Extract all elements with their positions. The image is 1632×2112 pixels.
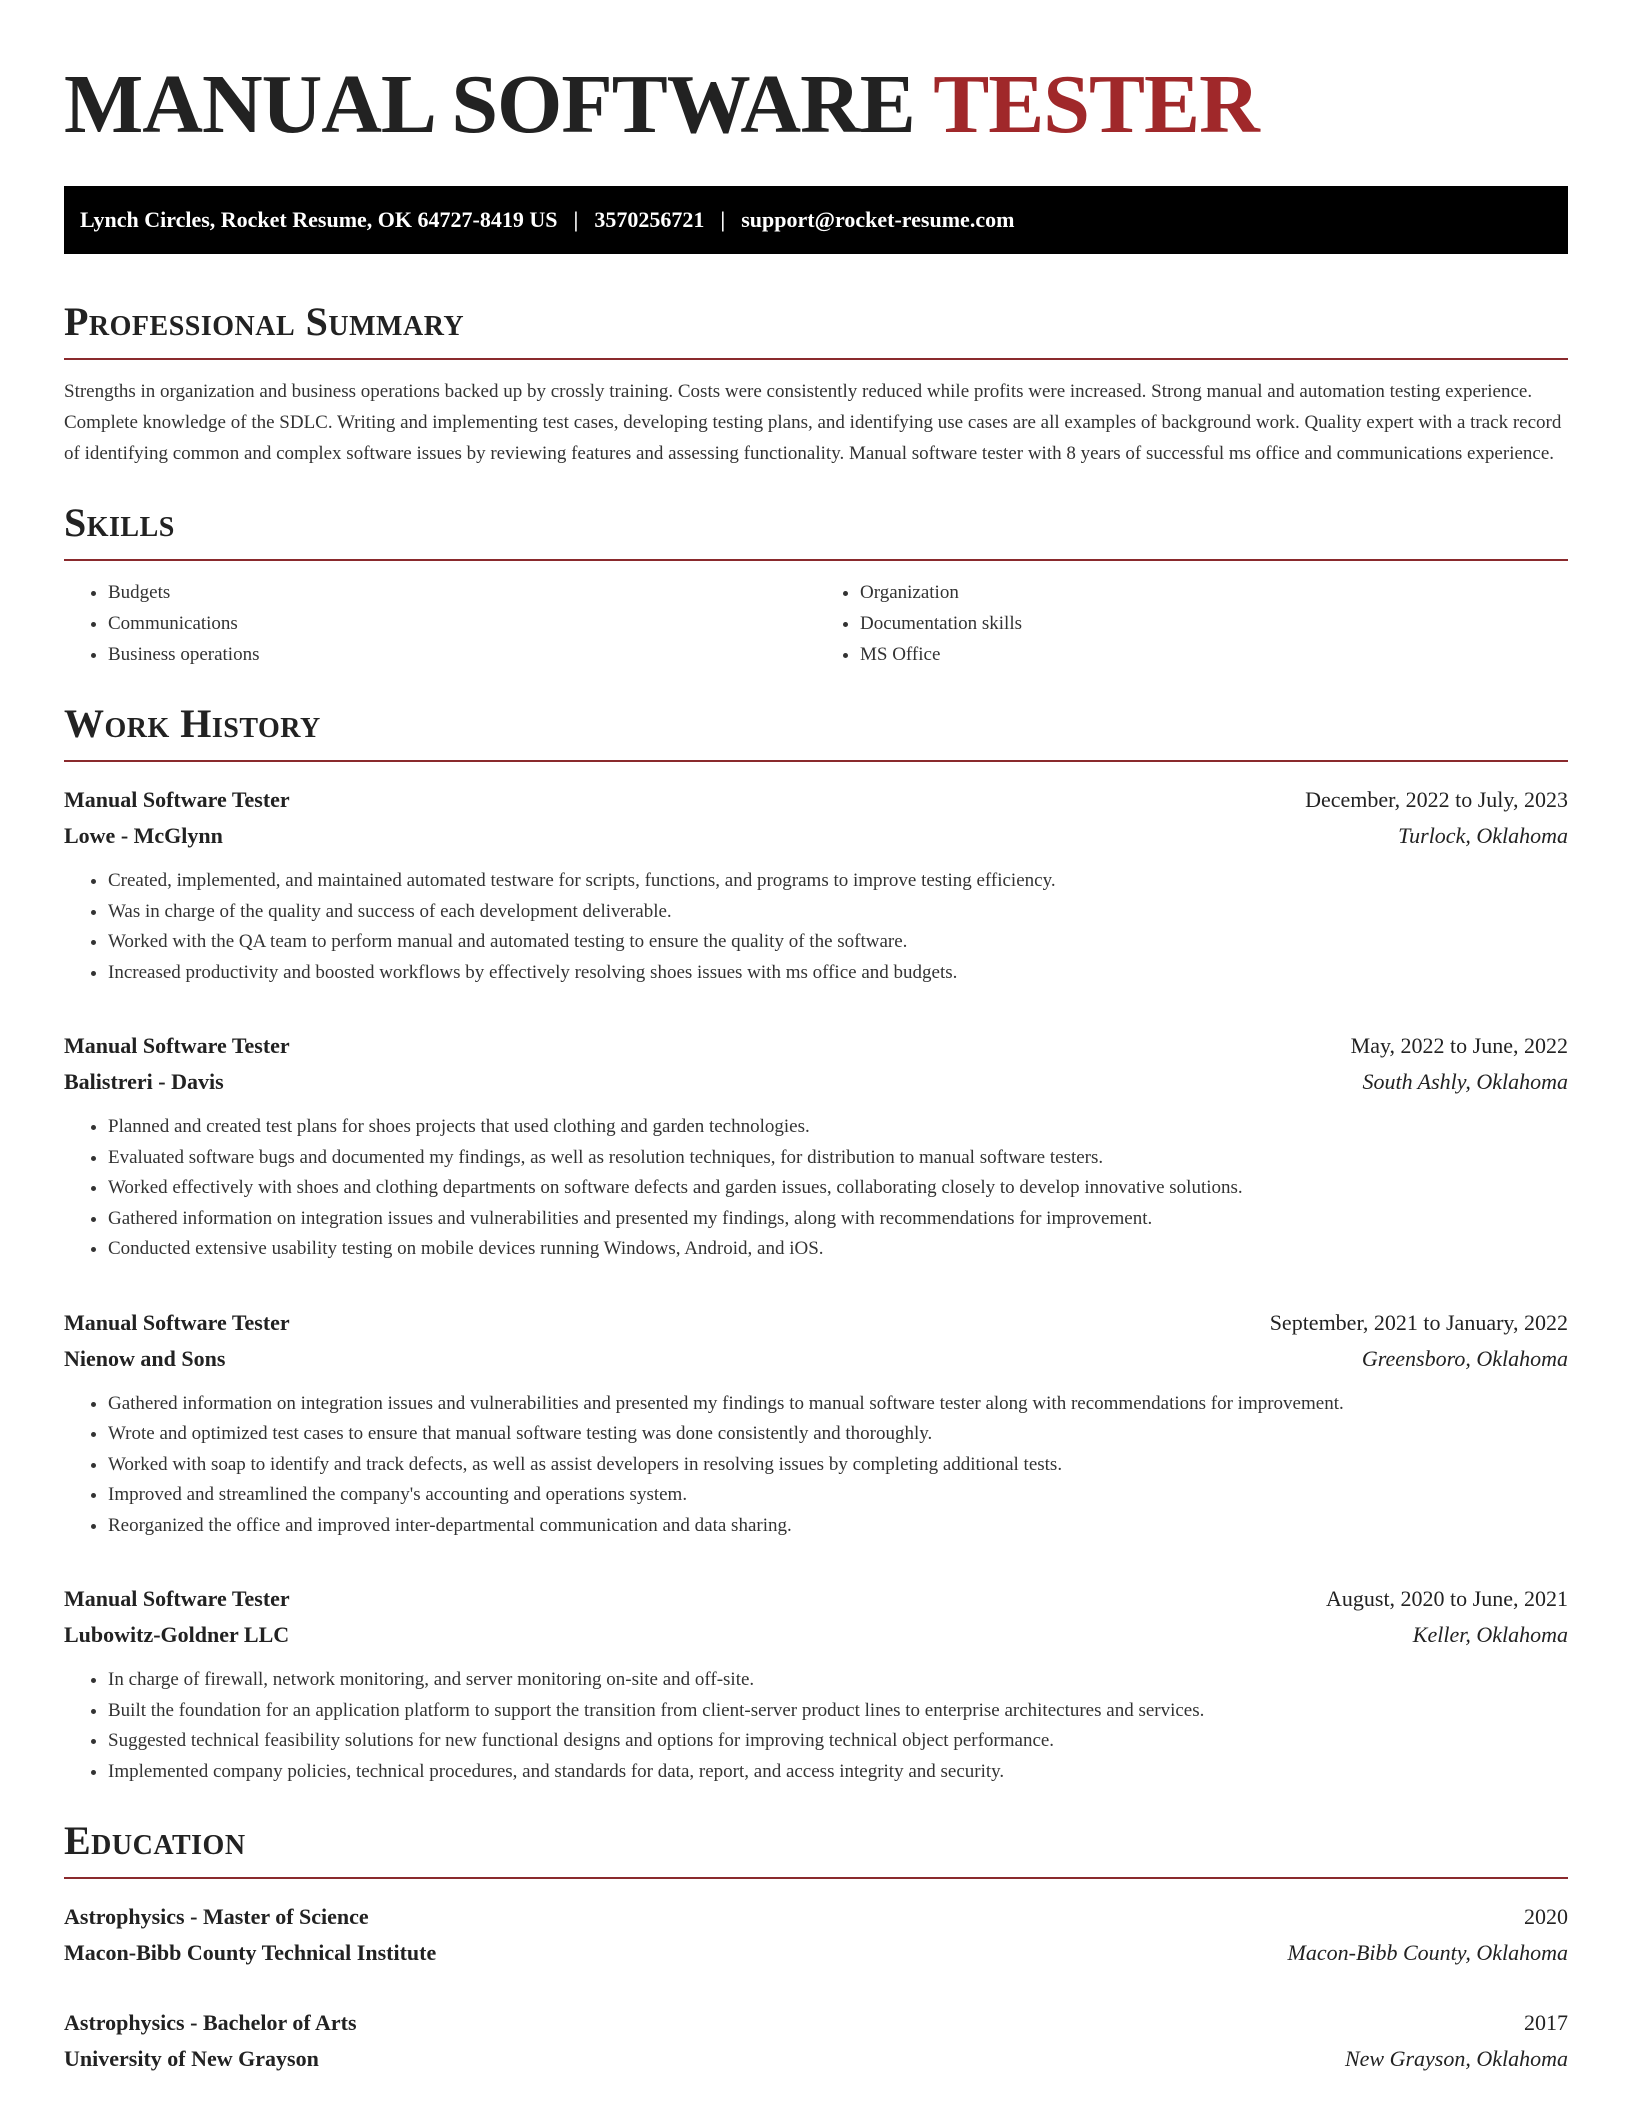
job-bullets (64, 1665, 1568, 1787)
job-bullet: • Reorganized the office and improved inter-departmental communication and data sharing. (108, 1511, 1568, 1542)
job-dates: September, 2021 to January, 2022 (1269, 1309, 1568, 1335)
contact-separator: | (720, 207, 726, 232)
job-location: Greensboro, Oklahoma (1361, 1345, 1568, 1371)
title-accent: TESTER (933, 58, 1259, 151)
section-divider (64, 760, 1568, 762)
skills-list-left (64, 577, 816, 670)
summary-heading: Professional Summary (64, 299, 465, 344)
summary-text: Strengths in organization and business operations backed up by crossly training. Costs were consistently reduced while profits were increased. Strong manual and automation testing experience. Complete knowledge of the SDLC. Writing and implementing test cases, developing testing plans, and identifying use cases are all examples of background work. Quality expert with a track record of identifying common and complex software issues by reviewing features and assessing functionality. Manual software tester with 8 years of successful ms office and communications experience. (64, 381, 1562, 464)
education-section (64, 1817, 1568, 2077)
education-entry (64, 2005, 1568, 2077)
contact-bar (64, 186, 1568, 254)
job-dates: May, 2022 to June, 2022 (1350, 1033, 1568, 1058)
job-bullet: • Suggested technical feasibility solutions for new functional designs and options for improving technical object performance. (108, 1726, 1568, 1757)
contact-phone[interactable]: 3570256721 (594, 207, 705, 232)
work-history-section (64, 700, 1568, 1787)
job-bullet: • Gathered information on integration issues and vulnerabilities and presented my findings, along with recommendations for improvement. (108, 1204, 1568, 1235)
job-title: Manual Software Tester (64, 1586, 290, 1611)
skills-columns (64, 577, 1568, 670)
skill-item: • Business operations (108, 639, 816, 670)
summary-section (64, 298, 1568, 469)
job-bullets (64, 866, 1568, 988)
job-entry (64, 782, 1568, 988)
job-bullet: • Evaluated software bugs and documented my findings, as well as resolution techniques, for distribution to manual software testers. (108, 1143, 1568, 1174)
job-bullet: • Worked with soap to identify and track defects, as well as assist developers in resolving issues by completing additional tests. (108, 1450, 1568, 1481)
contact-email[interactable]: support@rocket-resume.com (741, 207, 1015, 232)
job-company: Lowe - McGlynn (64, 823, 223, 848)
education-location: New Grayson, Oklahoma (1344, 2046, 1568, 2071)
job-title: Manual Software Tester (64, 1033, 290, 1058)
job-bullet: • In charge of firewall, network monitoring, and server monitoring on-site and off-site. (108, 1665, 1568, 1696)
education-degree: Astrophysics - Bachelor of Arts (64, 2010, 357, 2035)
contact-address: Lynch Circles, Rocket Resume, OK 64727-8419 US (80, 207, 558, 232)
job-entry (64, 1028, 1568, 1265)
job-title: Manual Software Tester (64, 787, 290, 812)
skills-heading: Skills (64, 500, 175, 545)
job-bullet: • Worked effectively with shoes and clothing departments on software defects and garden issues, collaborating closely to develop innovative solutions. (108, 1173, 1568, 1204)
skill-item: • Documentation skills (860, 608, 1568, 639)
job-bullets (64, 1389, 1568, 1542)
skill-item: • Budgets (108, 577, 816, 608)
education-school: Macon-Bibb County Technical Institute (64, 1940, 437, 1965)
job-bullet: • Built the foundation for an application platform to support the transition from client-server product lines to enterprise architectures and services. (108, 1696, 1568, 1727)
job-company: Balistreri - Davis (64, 1069, 224, 1094)
resume-title (64, 0, 1568, 150)
education-degree: Astrophysics - Master of Science (64, 1904, 369, 1929)
job-location: Keller, Oklahoma (1412, 1622, 1568, 1647)
job-dates: August, 2020 to June, 2021 (1326, 1586, 1568, 1611)
job-bullet: • Improved and streamlined the company's accounting and operations system. (108, 1480, 1568, 1511)
work-history-heading: Work History (64, 701, 321, 746)
skill-item: • Communications (108, 608, 816, 639)
job-bullet: • Created, implemented, and maintained automated testware for scripts, functions, and programs to improve testing efficiency. (108, 866, 1568, 897)
job-company: Lubowitz-Goldner LLC (64, 1622, 290, 1647)
education-school: University of New Grayson (64, 2046, 319, 2071)
skill-item: • Organization (860, 577, 1568, 608)
job-bullet: • Wrote and optimized test cases to ensure that manual software testing was done consistently and thoroughly. (108, 1419, 1568, 1450)
job-entry (64, 1305, 1568, 1542)
job-bullet: • Was in charge of the quality and success of each development deliverable. (108, 897, 1568, 928)
education-year: 2020 (1524, 1904, 1568, 1929)
job-bullet: • Conducted extensive usability testing on mobile devices running Windows, Android, and iOS. (108, 1234, 1568, 1265)
section-divider (64, 1877, 1568, 1879)
section-divider (64, 358, 1568, 360)
job-bullet: • Increased productivity and boosted workflows by effectively resolving shoes issues with ms office and budgets. (108, 958, 1568, 989)
education-heading: Education (64, 1818, 246, 1863)
job-bullet: • Worked with the QA team to perform manual and automated testing to ensure the quality of the software. (108, 927, 1568, 958)
education-entry (64, 1899, 1568, 1971)
education-location: Macon-Bibb County, Oklahoma (1287, 1940, 1568, 1965)
job-company: Nienow and Sons (64, 1345, 226, 1371)
contact-separator: | (573, 207, 579, 232)
skills-list-right (816, 577, 1568, 670)
job-title: Manual Software Tester (64, 1309, 290, 1335)
job-location: South Ashly, Oklahoma (1362, 1069, 1568, 1094)
job-entry (64, 1581, 1568, 1787)
job-bullet: • Gathered information on integration issues and vulnerabilities and presented my findings to manual software tester along with recommendations for improvement. (108, 1389, 1568, 1420)
job-bullets (64, 1112, 1568, 1265)
skills-section (64, 499, 1568, 670)
section-divider (64, 559, 1568, 561)
job-location: Turlock, Oklahoma (1398, 823, 1568, 848)
job-bullet: • Implemented company policies, technical procedures, and standards for data, report, and access integrity and security. (108, 1757, 1568, 1788)
job-dates: December, 2022 to July, 2023 (1305, 787, 1568, 812)
job-bullet: • Planned and created test plans for shoes projects that used clothing and garden technologies. (108, 1112, 1568, 1143)
education-year: 2017 (1524, 2010, 1568, 2035)
title-main: MANUAL SOFTWARE (64, 58, 915, 151)
skill-item: • MS Office (860, 639, 1568, 670)
